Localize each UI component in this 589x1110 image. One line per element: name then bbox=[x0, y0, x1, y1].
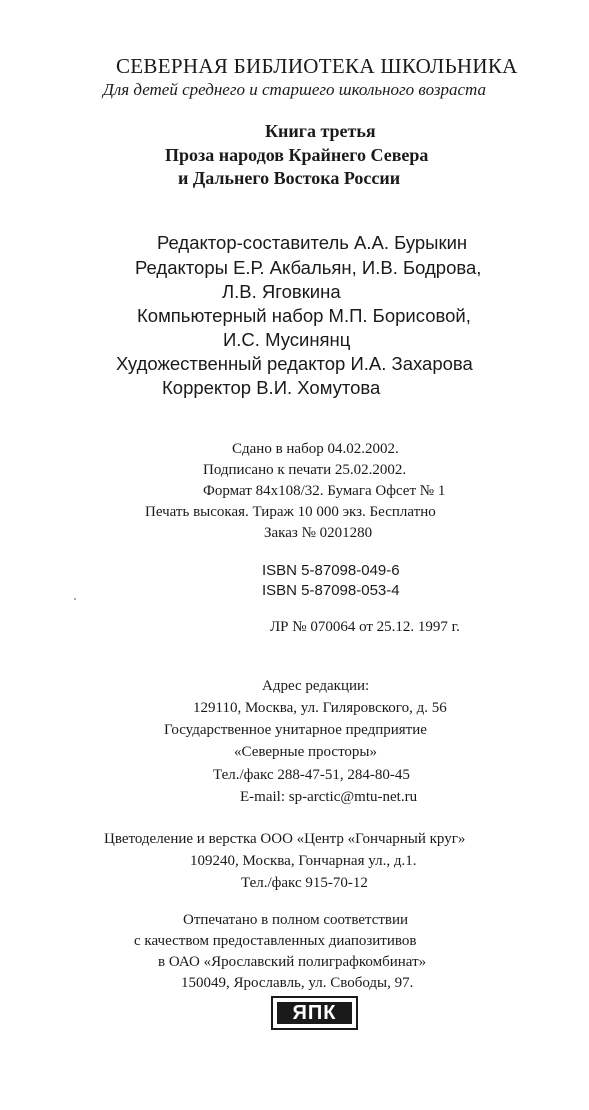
credit-line: Компьютерный набор М.П. Борисовой, bbox=[137, 305, 471, 326]
book-title-line-1: Проза народов Крайнего Севера bbox=[165, 145, 429, 165]
address-line: Адрес редакции: bbox=[262, 678, 370, 694]
series-subtitle: Для детей среднего и старшего школьного возраста bbox=[103, 80, 487, 99]
address-line: «Северные просторы» bbox=[234, 744, 378, 760]
credit-line: Л.В. Яговкина bbox=[222, 281, 341, 302]
printer-line: Отпечатано в полном соответствии bbox=[183, 912, 409, 928]
printing-line: Сдано в набор 04.02.2002. bbox=[232, 441, 399, 457]
printing-line: Формат 84x108/32. Бумага Офсет № 1 bbox=[203, 483, 446, 499]
isbn-line: ISBN 5-87098-053-4 bbox=[262, 582, 400, 599]
address-line: 129110, Москва, ул. Гиляровского, д. 56 bbox=[193, 700, 447, 716]
printer-line: 150049, Ярославль, ул. Свободы, 97. bbox=[181, 975, 414, 991]
printer-logo-text: ЯПК bbox=[277, 1002, 352, 1024]
printer-line: в ОАО «Ярославский полиграфкомбинат» bbox=[158, 954, 427, 970]
printer-line: с качеством предоставленных диапозитивов bbox=[134, 933, 417, 949]
credit-line: Редактор-составитель А.А. Бурыкин bbox=[157, 232, 468, 253]
credit-line: Корректор В.И. Хомутова bbox=[162, 377, 381, 398]
prepress-line: Цветоделение и верстка ООО «Центр «Гончарный круг» bbox=[104, 831, 466, 847]
book-title-line-2: и Дальнего Востока России bbox=[178, 168, 401, 188]
prepress-line: Тел./факс 915-70-12 bbox=[241, 875, 368, 891]
credit-line: Художественный редактор И.А. Захарова bbox=[116, 353, 473, 374]
printer-logo-icon bbox=[271, 996, 358, 1030]
prepress-line: 109240, Москва, Гончарная ул., д.1. bbox=[190, 853, 417, 869]
scan-speck bbox=[74, 598, 76, 600]
volume-label: Книга третья bbox=[265, 121, 376, 141]
address-line: Тел./факс 288-47-51, 284-80-45 bbox=[213, 767, 410, 783]
series-title: СЕВЕРНАЯ БИБЛИОТЕКА ШКОЛЬНИКА bbox=[116, 54, 518, 78]
printing-line: Подписано к печати 25.02.2002. bbox=[203, 462, 407, 478]
credit-line: Редакторы Е.Р. Акбальян, И.В. Бодрова, bbox=[135, 257, 482, 278]
credit-line: И.С. Мусинянц bbox=[223, 329, 351, 350]
isbn-line: ISBN 5-87098-049-6 bbox=[262, 562, 400, 579]
license-number: ЛР № 070064 от 25.12. 1997 г. bbox=[270, 619, 460, 635]
email-line: E-mail: sp-arctic@mtu-net.ru bbox=[240, 789, 418, 805]
address-line: Государственное унитарное предприятие bbox=[164, 722, 427, 738]
printing-line: Печать высокая. Тираж 10 000 экз. Бесплатно bbox=[145, 504, 436, 520]
printing-line: Заказ № 0201280 bbox=[264, 525, 373, 541]
